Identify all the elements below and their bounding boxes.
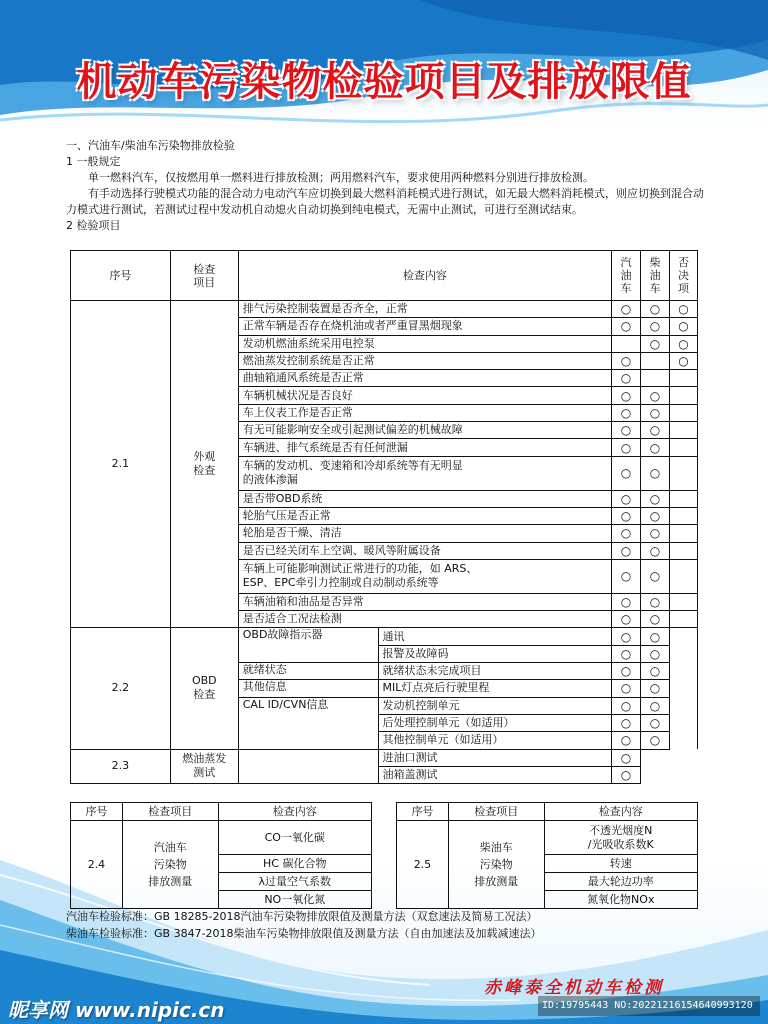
section-heading: 一、汽油车/柴油车污染物排放检验 bbox=[66, 139, 235, 152]
veto-mark bbox=[669, 663, 697, 680]
intro-paragraph-2: 有手动选择行驶模式功能的混合动力电动汽车应切换到最大燃料消耗模式进行测试，如无最大燃料消耗模式，则应切换到混合动力模式进行测试，若测试过程中发动机自动熄火自动切换到纯电模式，无需中止测试，可进行至测试结束。 bbox=[66, 187, 704, 216]
gasoline-mark: ○ bbox=[612, 422, 641, 439]
table-row bbox=[71, 628, 698, 645]
header-content: 检查内容 bbox=[218, 803, 371, 821]
gasoline-mark: ○ bbox=[612, 663, 641, 680]
gasoline-mark bbox=[612, 335, 641, 352]
diesel-mark: ○ bbox=[641, 490, 670, 507]
veto-mark bbox=[669, 422, 697, 439]
content-cell: MIL灯点亮后行驶里程 bbox=[378, 680, 612, 697]
content-cell: CO一氧化碳 bbox=[218, 821, 371, 855]
veto-mark bbox=[669, 370, 697, 387]
veto-mark bbox=[669, 404, 697, 421]
content-cell: 轮胎气压是否正常 bbox=[238, 507, 611, 524]
content-cell: 后处理控制单元（如适用） bbox=[378, 714, 612, 731]
spacer-cell bbox=[238, 749, 378, 784]
content-cell: 是否已经关闭车上空调、暖风等附属设备 bbox=[238, 542, 611, 559]
diesel-mark: ○ bbox=[641, 387, 670, 404]
diesel-mark bbox=[641, 370, 670, 387]
content-cell: 转速 bbox=[544, 855, 697, 873]
item-cell: 燃油蒸发 测试 bbox=[170, 749, 238, 784]
gasoline-mark: ○ bbox=[612, 439, 641, 456]
table-header-row bbox=[71, 251, 698, 301]
veto-mark bbox=[669, 525, 697, 542]
content-cell: 发动机燃油系统采用电控泵 bbox=[238, 335, 611, 352]
gasoline-mark: ○ bbox=[612, 490, 641, 507]
content-cell: λ过量空气系数 bbox=[218, 873, 371, 891]
obd-check-group bbox=[71, 628, 698, 749]
diesel-emission-table bbox=[396, 802, 698, 909]
item-cell: OBD 检查 bbox=[170, 628, 238, 749]
header-item: 检查项目 bbox=[448, 803, 544, 821]
gasoline-mark: ○ bbox=[612, 318, 641, 335]
intro-section bbox=[66, 138, 706, 234]
veto-mark bbox=[669, 387, 697, 404]
gasoline-mark: ○ bbox=[612, 301, 641, 318]
blank-cell bbox=[641, 749, 698, 766]
content-cell: 最大轮边功率 bbox=[544, 873, 697, 891]
veto-mark bbox=[669, 559, 697, 593]
diesel-mark bbox=[641, 352, 670, 369]
obd-category-cell: 其他信息 bbox=[238, 680, 378, 697]
diesel-mark: ○ bbox=[641, 404, 670, 421]
gasoline-mark: ○ bbox=[612, 611, 641, 628]
diesel-mark: ○ bbox=[641, 628, 670, 645]
veto-mark: ○ bbox=[669, 352, 697, 369]
gasoline-mark: ○ bbox=[612, 732, 641, 749]
blank-cell bbox=[641, 766, 698, 783]
items-heading: 2 检验项目 bbox=[66, 219, 121, 232]
gasoline-mark: ○ bbox=[612, 456, 641, 490]
veto-mark bbox=[669, 456, 697, 490]
content-cell: 车上仪表工作是否正常 bbox=[238, 404, 611, 421]
content-cell: 车辆进、排气系统是否有任何泄漏 bbox=[238, 439, 611, 456]
table-row bbox=[71, 821, 372, 855]
seq-cell: 2.5 bbox=[397, 821, 449, 909]
gasoline-mark: ○ bbox=[612, 749, 641, 766]
gasoline-mark: ○ bbox=[612, 680, 641, 697]
seq-cell: 2.4 bbox=[71, 821, 123, 909]
veto-mark: ○ bbox=[669, 301, 697, 318]
obd-category-cell: CAL ID/CVN信息 bbox=[238, 697, 378, 749]
content-cell: 车辆油箱和油品是否异常 bbox=[238, 593, 611, 610]
gasoline-mark: ○ bbox=[612, 628, 641, 645]
content-cell: 进油口测试 bbox=[378, 749, 612, 766]
watermark-site: 昵享网 www.nipic.cn bbox=[8, 998, 225, 1022]
item-cell: 外观 检查 bbox=[170, 301, 238, 628]
obd-category-cell: OBD故障指示器 bbox=[238, 628, 378, 663]
header-veto: 否 决 项 bbox=[669, 251, 697, 301]
item-cell: 汽油车 污染物 排放测量 bbox=[122, 821, 218, 909]
table-row bbox=[71, 301, 698, 318]
gasoline-emission-table bbox=[70, 802, 372, 909]
gasoline-mark: ○ bbox=[612, 714, 641, 731]
header-item: 检查项目 bbox=[122, 803, 218, 821]
header-content: 检查内容 bbox=[238, 251, 611, 301]
diesel-mark: ○ bbox=[641, 611, 670, 628]
seq-cell: 2.2 bbox=[71, 628, 171, 749]
content-cell: 油箱盖测试 bbox=[378, 766, 612, 783]
table-header-row bbox=[397, 803, 698, 821]
diesel-mark: ○ bbox=[641, 439, 670, 456]
content-cell: 正常车辆是否存在烧机油或者严重冒黑烟现象 bbox=[238, 318, 611, 335]
veto-mark: ○ bbox=[669, 318, 697, 335]
table-row bbox=[71, 749, 698, 766]
watermark-id: ID:19795443 NO:20221216154640993120 bbox=[538, 996, 760, 1016]
seq-cell: 2.1 bbox=[71, 301, 171, 628]
seq-cell: 2.3 bbox=[71, 749, 171, 784]
general-heading: 1 一般规定 bbox=[66, 155, 121, 168]
content-cell: 排气污染控制装置是否齐全，正常 bbox=[238, 301, 611, 318]
veto-mark bbox=[669, 732, 697, 749]
content-cell: 其他控制单元（如适用） bbox=[378, 732, 612, 749]
content-cell: 氮氧化物NOx bbox=[544, 891, 697, 909]
content-cell: 通讯 bbox=[378, 628, 612, 645]
diesel-mark: ○ bbox=[641, 507, 670, 524]
content-cell: 车辆上可能影响测试正常进行的功能，如 ARS、 ESP、EPC牵引力控制或自动制动系统等 bbox=[238, 559, 611, 593]
gasoline-mark: ○ bbox=[612, 352, 641, 369]
gasoline-mark: ○ bbox=[612, 559, 641, 593]
intro-paragraph-1: 单一燃料汽车，仅按燃用单一燃料进行排放检测；两用燃料汽车，要求使用两种燃料分别进行排放检测。 bbox=[88, 171, 594, 184]
header-seq: 序号 bbox=[397, 803, 449, 821]
content-cell: 轮胎是否干燥、清洁 bbox=[238, 525, 611, 542]
content-cell: 是否带OBD系统 bbox=[238, 490, 611, 507]
diesel-mark: ○ bbox=[641, 456, 670, 490]
veto-mark bbox=[669, 680, 697, 697]
diesel-mark: ○ bbox=[641, 335, 670, 352]
appearance-check-group bbox=[71, 301, 698, 628]
page-title: 机动车污染物检验项目及排放限值 bbox=[76, 59, 692, 105]
gasoline-mark: ○ bbox=[612, 697, 641, 714]
diesel-mark: ○ bbox=[641, 680, 670, 697]
diesel-mark: ○ bbox=[641, 697, 670, 714]
header-seq: 序号 bbox=[71, 803, 123, 821]
header-diesel: 柴 油 车 bbox=[641, 251, 670, 301]
gasoline-mark: ○ bbox=[612, 593, 641, 610]
veto-mark bbox=[669, 439, 697, 456]
content-cell: 有无可能影响安全或引起测试偏差的机械故障 bbox=[238, 422, 611, 439]
standards-block bbox=[66, 908, 542, 942]
veto-mark bbox=[669, 628, 697, 645]
content-cell: NO一氧化氮 bbox=[218, 891, 371, 909]
evaporation-test-group bbox=[71, 749, 698, 784]
veto-mark bbox=[669, 593, 697, 610]
header-content: 检查内容 bbox=[544, 803, 697, 821]
diesel-mark: ○ bbox=[641, 542, 670, 559]
table-row bbox=[397, 821, 698, 855]
gasoline-mark: ○ bbox=[612, 645, 641, 662]
diesel-standard: 柴油车检验标准：GB 3847-2018柴油车污染物排放限值及测量方法（自由加速法及加载减速法） bbox=[66, 927, 542, 940]
header-item: 检查 项目 bbox=[170, 251, 238, 301]
veto-mark bbox=[669, 611, 697, 628]
obd-category-cell: 就绪状态 bbox=[238, 663, 378, 680]
gasoline-mark: ○ bbox=[612, 542, 641, 559]
diesel-mark: ○ bbox=[641, 301, 670, 318]
table-header-row bbox=[71, 803, 372, 821]
header-gasoline: 汽 油 车 bbox=[612, 251, 641, 301]
veto-mark: ○ bbox=[669, 335, 697, 352]
content-cell: 发动机控制单元 bbox=[378, 697, 612, 714]
diesel-mark: ○ bbox=[641, 645, 670, 662]
content-cell: 报警及故障码 bbox=[378, 645, 612, 662]
diesel-mark: ○ bbox=[641, 525, 670, 542]
content-cell: 是否适合工况法检测 bbox=[238, 611, 611, 628]
content-cell: 不透光烟度N /光吸收系数K bbox=[544, 821, 697, 855]
content-cell: 车辆的发动机、变速箱和冷却系统等有无明显 的液体渗漏 bbox=[238, 456, 611, 490]
diesel-mark: ○ bbox=[641, 732, 670, 749]
content-cell: 就绪状态未完成项目 bbox=[378, 663, 612, 680]
gasoline-mark: ○ bbox=[612, 387, 641, 404]
veto-mark bbox=[669, 645, 697, 662]
inspection-items-table bbox=[70, 250, 698, 784]
content-cell: HC 碳化合物 bbox=[218, 855, 371, 873]
diesel-mark: ○ bbox=[641, 318, 670, 335]
veto-mark bbox=[669, 697, 697, 714]
content-cell: 燃油蒸发控制系统是否正常 bbox=[238, 352, 611, 369]
veto-mark bbox=[669, 542, 697, 559]
veto-mark bbox=[669, 714, 697, 731]
header-seq: 序号 bbox=[71, 251, 171, 301]
diesel-mark: ○ bbox=[641, 714, 670, 731]
gasoline-mark: ○ bbox=[612, 507, 641, 524]
gasoline-mark: ○ bbox=[612, 525, 641, 542]
gasoline-mark: ○ bbox=[612, 370, 641, 387]
veto-mark bbox=[669, 490, 697, 507]
diesel-mark: ○ bbox=[641, 422, 670, 439]
gasoline-mark: ○ bbox=[612, 404, 641, 421]
gasoline-mark: ○ bbox=[612, 766, 641, 783]
gasoline-standard: 汽油车检验标准：GB 18285-2018汽油车污染物排放限值及测量方法（双怠速法及简易工况法） bbox=[66, 910, 538, 923]
company-name: 赤峰泰全机动车检测 bbox=[484, 978, 664, 998]
content-cell: 车辆机械状况是否良好 bbox=[238, 387, 611, 404]
diesel-mark: ○ bbox=[641, 559, 670, 593]
content-cell: 曲轴箱通风系统是否正常 bbox=[238, 370, 611, 387]
diesel-mark: ○ bbox=[641, 663, 670, 680]
diesel-mark: ○ bbox=[641, 593, 670, 610]
item-cell: 柴油车 污染物 排放测量 bbox=[448, 821, 544, 909]
veto-mark bbox=[669, 507, 697, 524]
